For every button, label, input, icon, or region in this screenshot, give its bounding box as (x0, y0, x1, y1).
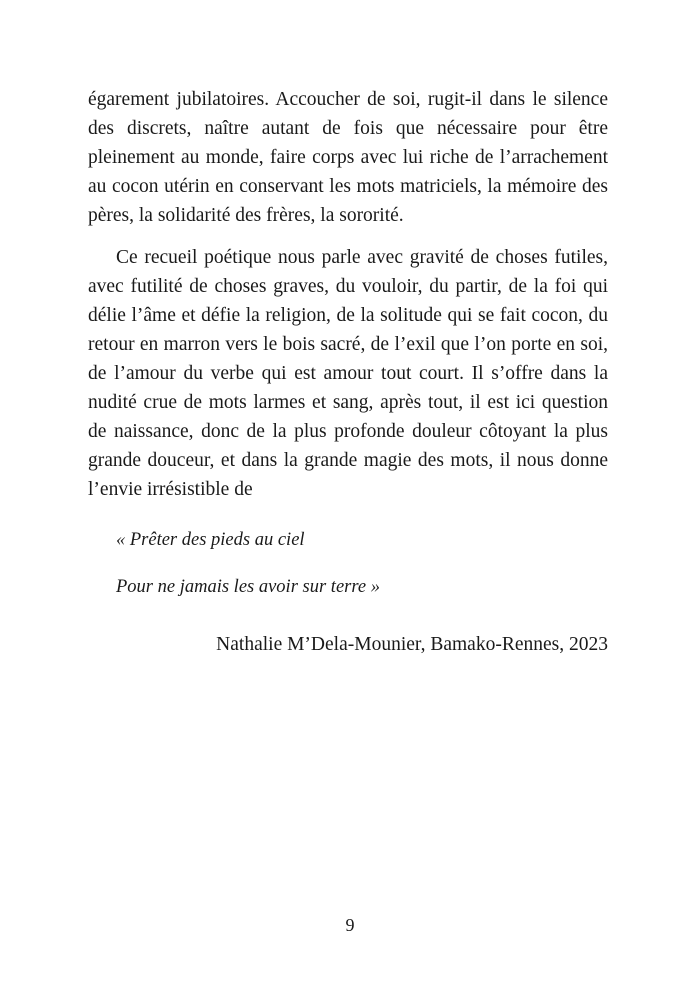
poem-quote (88, 527, 608, 600)
quote-line-1: « Prêter des pieds au ciel (116, 530, 305, 550)
paragraph-recueil: Ce recueil poétique nous parle avec gravité de choses futiles, avec futilité de choses graves, du vouloir, du partir, de la foi qui délie l’âme et défie la religion, de la solitude qui se fait cocon, du retour en marron vers le bois sacré, de l’exil que l’on porte en soi, de l’amour du verbe qui est amour tout court. Il s’offre dans la nudité crue de mots larmes et sang, après tout, il est ici question de naissance, donc de la plus profonde douleur côtoyant la plus grande douceur, et dans la grande magie des mots, il nous donne l’envie irrésistible de (88, 247, 608, 500)
page-body (88, 85, 608, 659)
signature: Nathalie M’Dela-Mounier, Bamako-Rennes, 2023 (216, 634, 608, 655)
quote-line-2: Pour ne jamais les avoir sur terre » (116, 577, 380, 597)
paragraph-continuation: égarement jubilatoires. Accoucher de soi, rugit-il dans le silence des discrets, naître autant de fois que nécessaire pour être pleinement au monde, faire corps avec lui riche de l’arrachement au cocon utérin en conservant les mots matriciels, la mémoire des pères, la solidarité des frères, la sororité. (88, 89, 608, 226)
page-number: 9 (345, 915, 355, 935)
